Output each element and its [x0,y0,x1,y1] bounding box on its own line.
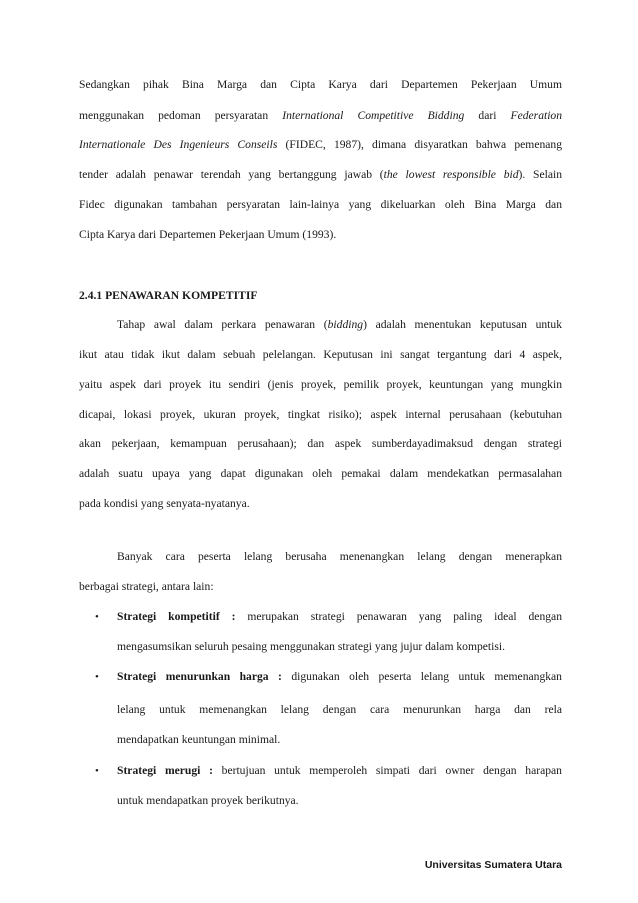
italic-text: the lowest responsible bid [383,168,519,181]
bullet-title: Strategi menurunkan harga : [117,670,282,683]
italic-text: Federation [510,109,563,122]
paragraph-3-line-2: berbagai strategi, antara lain: [79,580,214,593]
text-run: Tahap awal dalam perkara penawaran ( [117,318,328,331]
paragraph-1-line-6: Cipta Karya dari Departemen Pekerjaan Umum (1993). [79,228,337,241]
text-run: ). Selain [518,168,562,181]
bullet-1-marker: • [95,611,99,623]
bullet-3-line-1 [117,764,562,778]
italic-text: International Competitive Bidding [282,109,465,122]
bullet-2-line-1 [117,670,562,684]
paragraph-2-line-3: yaitu aspek dari proyek itu sendiri (jenis proyek, pemilik proyek, keuntungan yang mungkin [79,378,562,391]
paragraph-1-line-4 [79,168,562,182]
paragraph-1-line-3 [79,138,562,152]
paragraph-2-line-6: adalah suatu upaya yang dapat digunakan oleh pemakai dalam mendekatkan permasalahan [79,467,562,480]
bullet-1-line-1 [117,610,562,624]
text-run: (FIDEC, 1987), dimana disyaratkan bahwa pemenang [277,138,562,151]
paragraph-2-line-7: pada kondisi yang senyata-nyatanya. [79,497,250,510]
bullet-title: Strategi merugi : [117,764,213,777]
text-run: dari [464,109,511,122]
bullet-2-line-2: lelang untuk memenangkan lelang dengan cara menurunkan harga dan rela [117,703,562,716]
footer-university: Universitas Sumatera Utara [424,859,562,871]
paragraph-2-line-4: dicapai, lokasi proyek, ukuran proyek, tingkat risiko); aspek internal perusahaan (kebutuhan [79,408,562,421]
text-run: digunakan oleh peserta lelang untuk memenangkan [281,670,562,683]
italic-text: bidding [327,318,364,331]
paragraph-1-line-1: Sedangkan pihak Bina Marga dan Cipta Karya dari Departemen Pekerjaan Umum [79,78,562,91]
text-run: ) adalah menentukan keputusan untuk [363,318,562,331]
paragraph-2-line-1 [117,318,562,332]
paragraph-2-line-2: ikut atau tidak ikut dalam sebuah pelelangan. Keputusan ini sangat tergantung dari 4 aspek, [79,348,562,361]
paragraph-1-line-5: Fidec digunakan tambahan persyaratan lain-lainya yang dikeluarkan oleh Bina Marga dan [79,198,562,211]
paragraph-2-line-5: akan pekerjaan, kemampuan perusahaan); dan aspek sumberdayadimaksud dengan strategi [79,437,562,450]
bullet-3-line-2: untuk mendapatkan proyek berikutnya. [117,794,299,807]
section-heading: 2.4.1 PENAWARAN KOMPETITIF [79,289,258,302]
italic-text: Internationale Des Ingenieurs Conseils [79,138,278,151]
bullet-1-line-2: mengasumsikan seluruh pesaing menggunakan strategi yang jujur dalam kompetisi. [117,640,505,653]
bullet-2-line-3: mendapatkan keuntungan minimal. [117,733,281,746]
text-run: menggunakan pedoman persyaratan [79,109,283,122]
text-run: merupakan strategi penawaran yang paling ideal dengan [235,610,562,623]
paragraph-3-line-1: Banyak cara peserta lelang berusaha menenangkan lelang dengan menerapkan [117,550,562,563]
text-run: tender adalah penawar terendah yang bertanggung jawab ( [79,168,384,181]
bullet-2-marker: • [95,671,99,683]
paragraph-1-line-2 [79,109,562,123]
text-run: bertujuan untuk memperoleh simpati dari owner dengan harapan [212,764,562,777]
bullet-title: Strategi kompetitif : [117,610,236,623]
bullet-3-marker: • [95,765,99,777]
